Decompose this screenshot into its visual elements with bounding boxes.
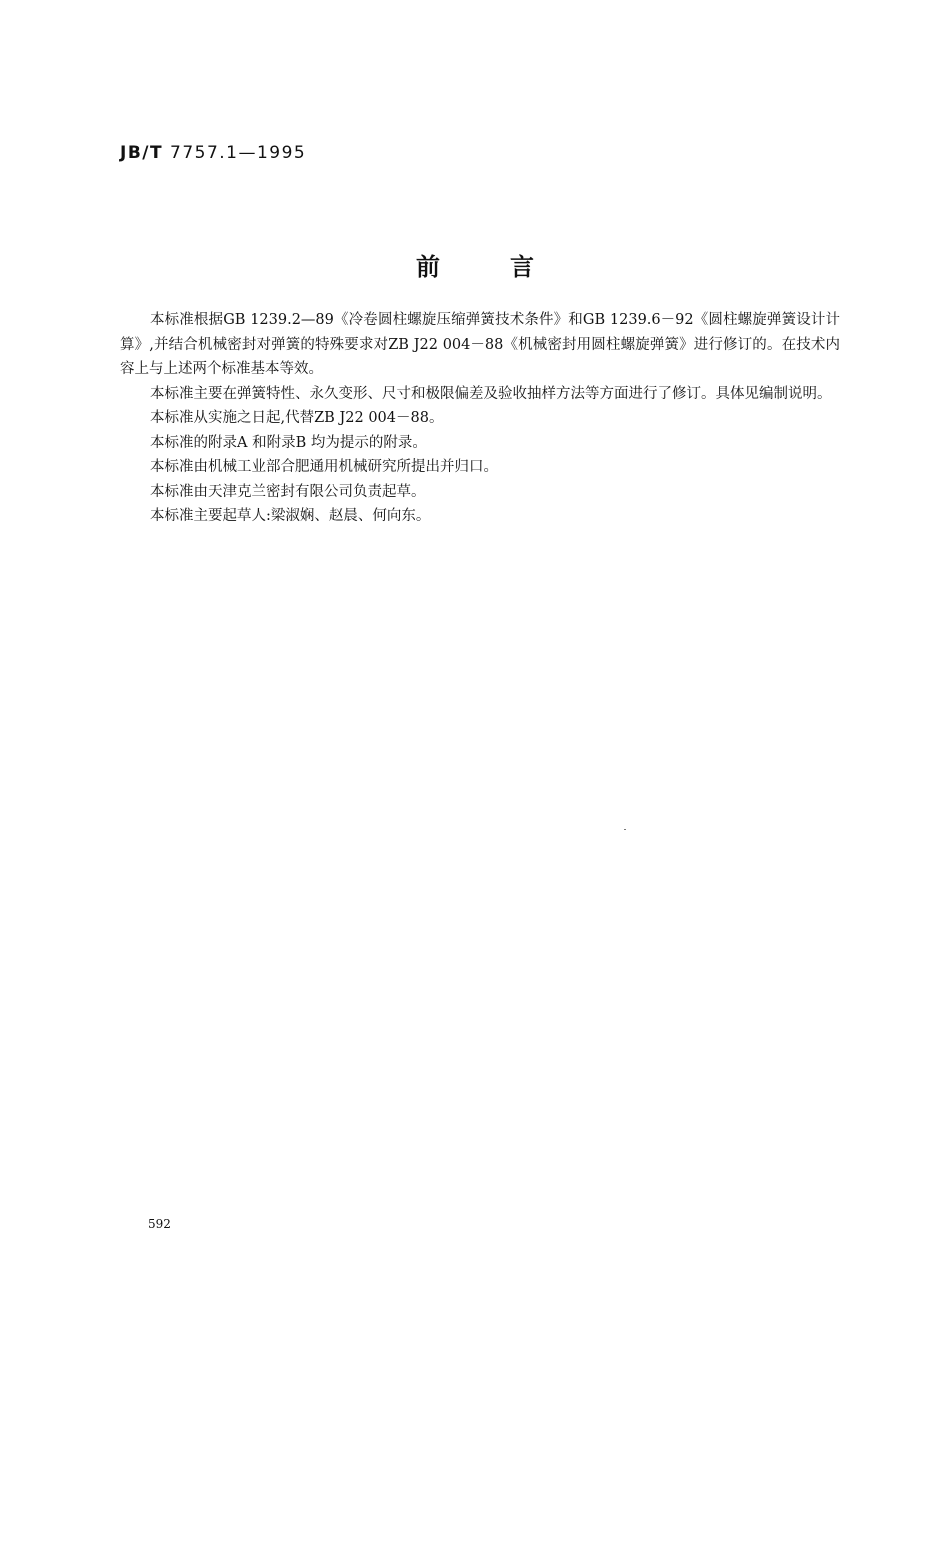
standard-identifier: [120, 143, 306, 163]
page-title: [0, 247, 950, 282]
paragraph-drafting-unit: 本标准由天津克兰密封有限公司负责起草。: [150, 483, 426, 500]
paragraph-replacement: 本标准从实施之日起,代替ZB J22 004－88。: [150, 410, 444, 426]
page-number: 592: [148, 1217, 171, 1231]
standard-prefix: JB/T: [120, 143, 164, 163]
paragraph-drafters: 本标准主要起草人:梁淑娴、赵晨、何向东。: [150, 508, 431, 524]
title-char-1: 前: [416, 252, 440, 281]
paragraph-appendices: 本标准的附录A 和附录B 均为提示的附录。: [150, 434, 427, 451]
paragraph-proposer: 本标准由机械工业部合肥通用机械研究所提出并归口。: [150, 459, 498, 475]
foreword-body: [120, 308, 840, 529]
paragraph-revisions: 本标准主要在弹簧特性、永久变形、尺寸和极限偏差及验收抽样方法等方面进行了修订。具体见编制说明。: [150, 385, 832, 402]
scan-speck: [624, 829, 626, 830]
paragraph-basis: 本标准根据GB 1239.2—89《冷卷圆柱螺旋压缩弹簧技术条件》和GB 1239.6－92《圆柱螺旋弹簧设计计算》,并结合机械密封对弹簧的特殊要求对ZB J22 004－88《机械密封用圆柱螺旋弹簧》进行修订的。在技术内容上与上述两个标准基本等效。: [120, 312, 840, 377]
standard-number: 7757.1—1995: [170, 143, 307, 163]
title-char-2: 言: [510, 252, 534, 281]
